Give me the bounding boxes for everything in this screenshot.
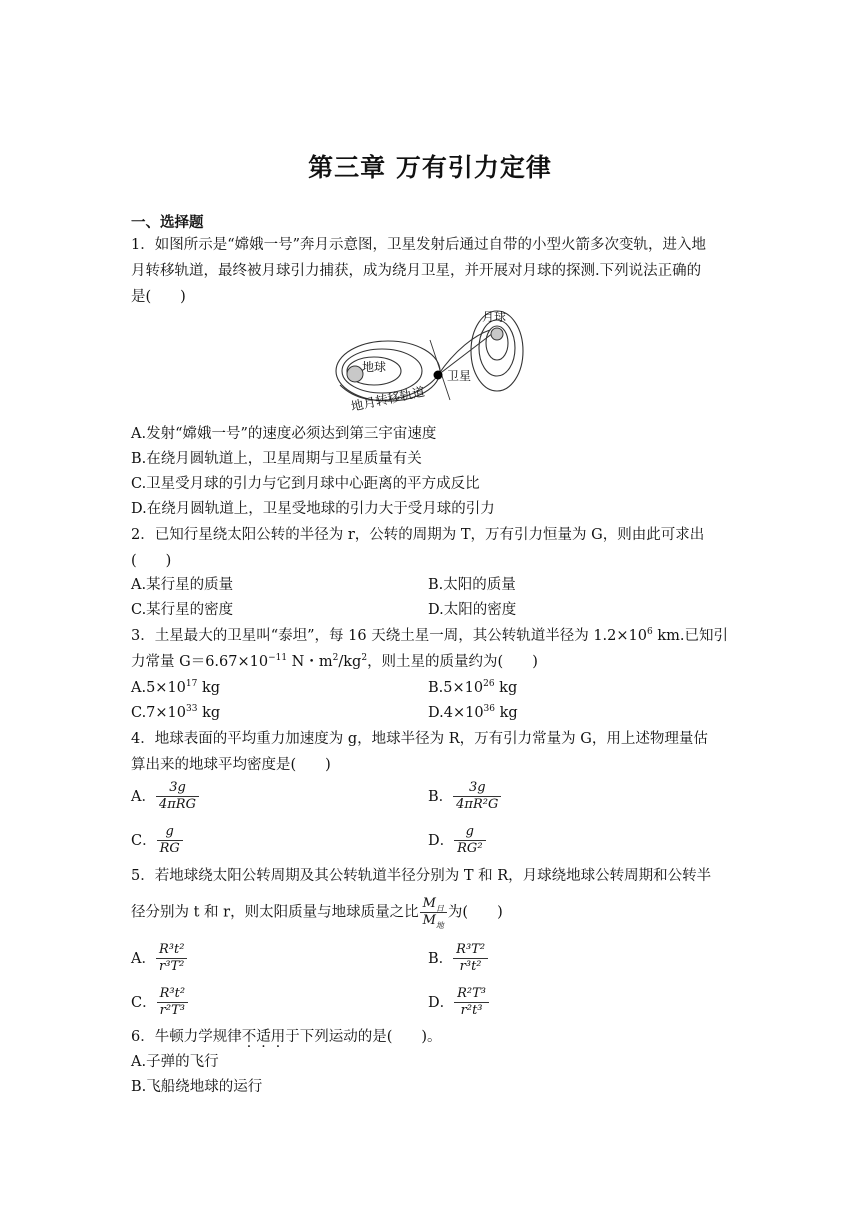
q3-line2: 力常量 $G=6.67\times 10^{-11}$ N・$m^2/kg^2$，则土星的质量约为( ) (131, 653, 538, 670)
q2-line2: ( ) (131, 553, 172, 569)
moon-icon (491, 328, 503, 340)
transfer-orbit-label: 地月转移轨道 (349, 383, 427, 414)
q3-option-b: $B.5\times 10^{26}$ kg (428, 679, 518, 696)
q5-option-a: A． $\frac{\text{R³t²}}{\text{r³T²}}$ (131, 942, 187, 975)
satellite-icon (434, 371, 443, 380)
q3-option-a: $A.5\times 10^{17}$ kg (131, 679, 221, 696)
q2-option-a: A.某行星的质量 (131, 577, 234, 593)
q1-option-b: B.在绕月圆轨道上，卫星周期与卫星质量有关 (131, 451, 422, 467)
q5-option-d: D． $\frac{\text{R²T³}}{\text{r²t³}}$ (428, 986, 489, 1019)
q3-option-c: $C.7\times 10^{33}$ kg (131, 704, 221, 721)
q5-line1: 5．若地球绕太阳公转周期及其公转轨道半径分别为 T 和 R，月球绕地球公转周期和公转半 (131, 868, 712, 884)
q3-option-d: $D.4\times 10^{36}$ kg (428, 704, 518, 721)
q1-option-c: C.卫星受月球的引力与它到月球中心距离的平方成反比 (131, 476, 480, 492)
moon-label: 月球 (482, 310, 507, 324)
q6-option-a: A.子弹的飞行 (131, 1054, 219, 1070)
q4-line2: 算出来的地球平均密度是( ) (131, 757, 331, 773)
q4-option-d: D． $\frac{g}{\text{RG²}}$ (428, 824, 486, 857)
q6-option-b: B.飞船绕地球的运行 (131, 1079, 263, 1095)
satellite-label: 卫星 (447, 369, 472, 383)
q4-option-b: B． $\frac{3g}{\text{4πR²G}}$ (428, 780, 501, 813)
q1-option-d: D.在绕月圆轨道上，卫星受地球的引力大于受月球的引力 (131, 501, 495, 517)
q1-option-a: A.发射“嫦娥一号”的速度必须达到第三宇宙速度 (131, 426, 437, 442)
q1-line3: 是( ) (131, 289, 186, 305)
q4-option-c: C． $\frac{g}{RG}$ (131, 824, 183, 857)
q1-line1: 1．如图所示是“嫦娥一号”奔月示意图，卫星发射后通过自带的小型火箭多次变轨，进入地 (131, 237, 707, 253)
q2-option-d: D.太阳的密度 (428, 602, 517, 618)
section-heading: 一、选择题 (131, 215, 204, 231)
q2-option-c: C.某行星的密度 (131, 602, 234, 618)
q5-line2: 径分别为 t 和 r，则太阳质量与地球质量之比 $\frac{M_日}{M_地}$ 为( ) (131, 896, 503, 930)
earth-icon (347, 366, 363, 382)
q4-option-a: A． $\frac{3g}{\text{4πRG}}$ (131, 780, 199, 813)
q4-line1: 4．地球表面的平均重力加速度为 g，地球半径为 R，万有引力常量为 G，用上述物理量估 (131, 731, 708, 747)
orbit-diagram (330, 305, 530, 417)
q1-line2: 月转移轨道，最终被月球引力捕获，成为绕月卫星，并开展对月球的探测.下列说法正确的 (131, 263, 702, 279)
q5-option-c: C． $\frac{\text{R³t²}}{\text{r²T³}}$ (131, 986, 188, 1019)
q3-line1: 3．土星最大的卫星叫“泰坦”，每 16 天绕土星一周，其公转轨道半径为 $1.2\times 10^6$ km.已知引 (131, 627, 728, 644)
earth-label: 地球 (362, 360, 387, 374)
q5-option-b: B． $\frac{\text{R³T²}}{\text{r³t²}}$ (428, 942, 488, 975)
q6-line: 6．牛顿力学规律不适用于下列运动的是( )。 (131, 1029, 442, 1045)
page-title: 第三章 万有引力定律 (308, 153, 552, 182)
q2-option-b: B.太阳的质量 (428, 577, 516, 593)
q2-line1: 2．已知行星绕太阳公转的半径为 r，公转的周期为 T，万有引力恒量为 G，则由此可求出 (131, 527, 705, 543)
